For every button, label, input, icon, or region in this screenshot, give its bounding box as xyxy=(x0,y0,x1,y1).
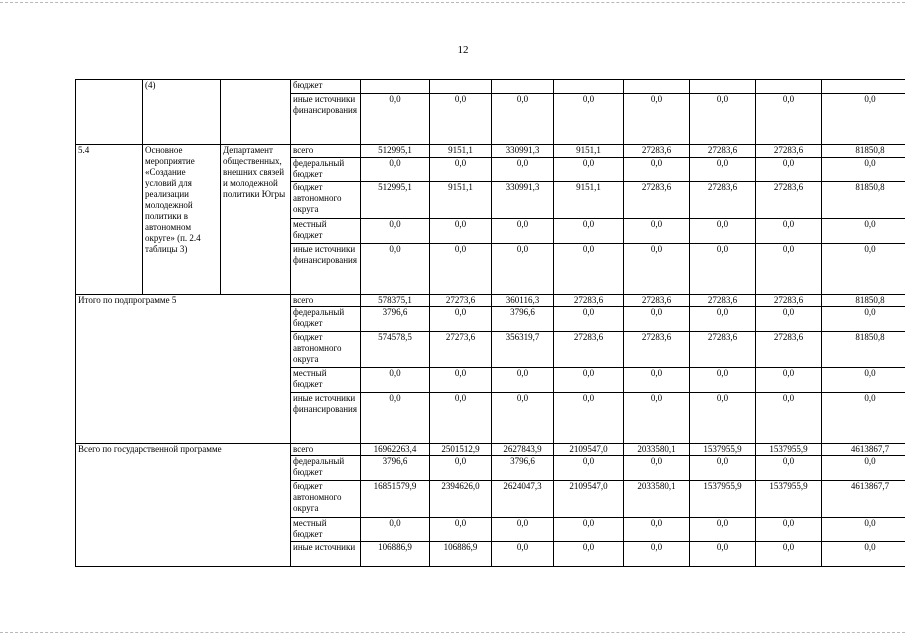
value-cell xyxy=(361,182,430,219)
cell-value: 0,0 xyxy=(454,517,467,528)
value-cell xyxy=(690,145,756,157)
cell-value: 2109547,0 xyxy=(569,480,608,491)
cell-value: 0,0 xyxy=(389,243,401,254)
cell-value: 0,0 xyxy=(650,307,663,318)
cell-value: 0,0 xyxy=(516,94,529,105)
cell-value: 0,0 xyxy=(582,368,595,379)
value-cell xyxy=(822,392,905,443)
cell-value: 0,0 xyxy=(716,94,729,105)
value-cell xyxy=(624,219,690,244)
cell-value: 2501512,9 xyxy=(441,444,480,455)
value-cell xyxy=(430,542,492,567)
cell-value: 0,0 xyxy=(716,219,729,230)
value-cell xyxy=(690,480,756,517)
cell-value: 0,0 xyxy=(650,542,663,553)
value-cell xyxy=(690,542,756,567)
cell-value: 27283,6 xyxy=(707,294,738,305)
cell-value: 0,0 xyxy=(650,517,663,528)
cell-value: 330991,3 xyxy=(505,145,540,156)
value-cell xyxy=(624,307,690,332)
value-cell xyxy=(624,368,690,393)
funding-source: всего xyxy=(291,444,361,456)
cell-value: 0,0 xyxy=(650,456,663,467)
cell-value: 0,0 xyxy=(389,94,401,105)
value-cell xyxy=(690,182,756,219)
cell-value: 0,0 xyxy=(782,307,795,318)
cell-value: 16962263,4 xyxy=(373,444,417,455)
funding-source: местный бюджет xyxy=(291,368,361,393)
cell-value: 81850,8 xyxy=(855,331,885,342)
cell-value: 27283,6 xyxy=(641,145,672,156)
responsible xyxy=(221,80,291,145)
cell-value: 4613867,7 xyxy=(850,444,890,455)
cell-value: 27283,6 xyxy=(707,145,738,156)
cell-value: 0,0 xyxy=(782,392,795,403)
funding-source: федеральный бюджет xyxy=(291,157,361,182)
cell-value: 0,0 xyxy=(650,219,663,230)
value-cell xyxy=(492,243,554,294)
value-cell xyxy=(554,94,624,145)
funding-source: иные источники финансирования xyxy=(291,94,361,145)
cell-value: 0,0 xyxy=(582,392,595,403)
cell-value: 2394626,0 xyxy=(441,480,480,491)
value-cell xyxy=(554,157,624,182)
value-cell xyxy=(690,456,756,481)
cell-value: 0,0 xyxy=(454,456,467,467)
cell-value: 0,0 xyxy=(582,456,595,467)
cell-value: 0,0 xyxy=(454,392,467,403)
value-cell xyxy=(822,80,905,94)
cell-value: 0,0 xyxy=(864,456,876,467)
value-cell xyxy=(822,480,905,517)
value-cell xyxy=(756,219,822,244)
value-cell xyxy=(756,145,822,157)
cell-value: 1537955,9 xyxy=(769,444,808,455)
value-cell xyxy=(756,331,822,368)
value-cell xyxy=(492,456,554,481)
funding-source: федеральный бюджет xyxy=(291,307,361,332)
value-cell xyxy=(492,219,554,244)
value-cell xyxy=(690,392,756,443)
scan-edge-top xyxy=(0,2,905,3)
cell-value: 27283,6 xyxy=(641,182,672,193)
cell-value: 0,0 xyxy=(716,542,729,553)
cell-value: 0,0 xyxy=(864,392,876,403)
cell-value: 356319,7 xyxy=(505,331,540,342)
value-cell xyxy=(690,517,756,542)
cell-value: 0,0 xyxy=(582,219,595,230)
cell-value: 0,0 xyxy=(516,392,529,403)
cell-value: 27283,6 xyxy=(707,331,738,342)
value-cell xyxy=(822,542,905,567)
value-cell xyxy=(361,294,430,306)
table-row xyxy=(76,145,905,157)
value-cell xyxy=(492,480,554,517)
value-cell xyxy=(430,331,492,368)
value-cell xyxy=(554,368,624,393)
value-cell xyxy=(430,480,492,517)
value-cell xyxy=(822,145,905,157)
value-cell xyxy=(430,294,492,306)
cell-value: 0,0 xyxy=(582,94,595,105)
value-cell xyxy=(430,94,492,145)
cell-value: 0,0 xyxy=(582,243,595,254)
cell-value: 0,0 xyxy=(782,368,795,379)
value-cell xyxy=(756,182,822,219)
cell-value: 0,0 xyxy=(454,243,467,254)
value-cell xyxy=(690,243,756,294)
value-cell xyxy=(492,145,554,157)
value-cell xyxy=(492,392,554,443)
funding-source: всего xyxy=(291,145,361,157)
cell-value: 0,0 xyxy=(716,456,729,467)
cell-value: 0,0 xyxy=(716,517,729,528)
cell-value: 0,0 xyxy=(782,94,795,105)
funding-source: бюджет автономного округа xyxy=(291,331,361,368)
value-cell xyxy=(690,444,756,456)
cell-value: 81850,8 xyxy=(855,294,885,305)
cell-value: 27283,6 xyxy=(641,294,672,305)
value-cell xyxy=(554,456,624,481)
table-row xyxy=(76,294,905,306)
value-cell xyxy=(554,392,624,443)
value-cell xyxy=(822,368,905,393)
value-cell xyxy=(554,307,624,332)
cell-value: 0,0 xyxy=(864,307,876,318)
value-cell xyxy=(361,219,430,244)
cell-value: 0,0 xyxy=(389,219,401,230)
value-cell xyxy=(756,480,822,517)
cell-value: 574578,5 xyxy=(378,331,412,342)
value-cell xyxy=(822,219,905,244)
value-cell xyxy=(624,542,690,567)
cell-value: 27283,6 xyxy=(773,145,804,156)
cell-value: 0,0 xyxy=(516,517,529,528)
value-cell xyxy=(554,542,624,567)
value-cell xyxy=(361,331,430,368)
value-cell xyxy=(690,307,756,332)
cell-value: 0,0 xyxy=(516,219,529,230)
cell-value: 0,0 xyxy=(782,157,795,168)
cell-value: 0,0 xyxy=(516,542,529,553)
cell-value: 27283,6 xyxy=(641,331,672,342)
cell-value: 0,0 xyxy=(650,157,663,168)
funding-source: местный бюджет xyxy=(291,219,361,244)
value-cell xyxy=(361,94,430,145)
value-cell xyxy=(690,368,756,393)
value-cell xyxy=(756,368,822,393)
cell-value: 0,0 xyxy=(864,542,876,553)
value-cell xyxy=(361,157,430,182)
cell-value: 4613867,7 xyxy=(850,480,890,491)
cell-value: 27273,6 xyxy=(445,294,476,305)
cell-value: 27283,6 xyxy=(773,294,804,305)
value-cell xyxy=(822,243,905,294)
value-cell xyxy=(554,243,624,294)
value-cell xyxy=(822,182,905,219)
cell-value: 0,0 xyxy=(716,392,729,403)
cell-value: 512995,1 xyxy=(378,145,412,156)
value-cell xyxy=(554,145,624,157)
value-cell xyxy=(430,307,492,332)
cell-value: 2109547,0 xyxy=(569,444,608,455)
cell-value: 27283,6 xyxy=(773,331,804,342)
value-cell xyxy=(492,542,554,567)
value-cell xyxy=(690,331,756,368)
value-cell xyxy=(361,542,430,567)
value-cell xyxy=(624,294,690,306)
responsible: Департамент общественных, внешних связей и молодежной политики Югры xyxy=(221,145,291,294)
cell-value: 2033580,1 xyxy=(637,480,676,491)
cell-value: 0,0 xyxy=(454,219,467,230)
value-cell xyxy=(430,456,492,481)
value-cell xyxy=(430,444,492,456)
cell-value: 0,0 xyxy=(782,219,795,230)
funding-source: иные источники финансирования xyxy=(291,243,361,294)
value-cell xyxy=(624,517,690,542)
value-cell xyxy=(690,294,756,306)
value-cell xyxy=(361,480,430,517)
cell-value: 0,0 xyxy=(864,157,876,168)
value-cell xyxy=(624,243,690,294)
value-cell xyxy=(361,368,430,393)
funding-source: федеральный бюджет xyxy=(291,456,361,481)
cell-value: 0,0 xyxy=(516,368,529,379)
value-cell xyxy=(822,157,905,182)
cell-value: 27273,6 xyxy=(445,331,476,342)
value-cell xyxy=(690,219,756,244)
value-cell xyxy=(756,517,822,542)
value-cell xyxy=(690,80,756,94)
value-cell xyxy=(690,94,756,145)
cell-value: 81850,8 xyxy=(855,182,885,193)
cell-value: 27283,6 xyxy=(573,331,604,342)
cell-value: 0,0 xyxy=(650,243,663,254)
value-cell xyxy=(361,243,430,294)
cell-value: 0,0 xyxy=(516,157,529,168)
scan-edge-bottom xyxy=(0,632,905,633)
cell-value: 0,0 xyxy=(864,517,876,528)
value-cell xyxy=(554,182,624,219)
value-cell xyxy=(822,444,905,456)
value-cell xyxy=(492,157,554,182)
funding-source: всего xyxy=(291,294,361,306)
activity-name: (4) xyxy=(143,80,221,145)
cell-value: 578375,1 xyxy=(378,294,412,305)
value-cell xyxy=(756,294,822,306)
cell-value: 0,0 xyxy=(650,368,663,379)
table-row xyxy=(76,80,905,94)
cell-value: 2624047,3 xyxy=(503,480,542,491)
funding-source: бюджет автономного округа xyxy=(291,480,361,517)
value-cell xyxy=(624,480,690,517)
value-cell xyxy=(492,182,554,219)
cell-value: 16851579,9 xyxy=(373,480,417,491)
value-cell xyxy=(430,392,492,443)
value-cell xyxy=(554,517,624,542)
cell-value: 0,0 xyxy=(454,94,467,105)
cell-value: 0,0 xyxy=(782,243,795,254)
cell-value: 0,0 xyxy=(650,94,663,105)
value-cell xyxy=(624,145,690,157)
value-cell xyxy=(430,80,492,94)
value-cell xyxy=(361,145,430,157)
cell-value: 0,0 xyxy=(864,368,876,379)
value-cell xyxy=(554,219,624,244)
cell-value: 0,0 xyxy=(582,542,595,553)
value-cell xyxy=(756,456,822,481)
value-cell xyxy=(624,456,690,481)
cell-value: 330991,3 xyxy=(505,182,540,193)
cell-value: 360116,3 xyxy=(505,294,540,305)
cell-value: 0,0 xyxy=(716,157,729,168)
row-number xyxy=(76,80,143,145)
cell-value: 0,0 xyxy=(389,392,401,403)
funding-source: иные источники финансирования xyxy=(291,392,361,443)
cell-value: 0,0 xyxy=(582,517,595,528)
value-cell xyxy=(624,444,690,456)
cell-value: 0,0 xyxy=(864,219,876,230)
value-cell xyxy=(492,444,554,456)
cell-value: 3796,6 xyxy=(510,456,535,467)
cell-value: 0,0 xyxy=(782,456,795,467)
subtotal-label: Итого по подпрограмме 5 xyxy=(76,294,291,443)
cell-value: 0,0 xyxy=(782,517,795,528)
funding-source: местный бюджет xyxy=(291,517,361,542)
value-cell xyxy=(430,182,492,219)
value-cell xyxy=(822,456,905,481)
budget-table xyxy=(75,79,905,567)
cell-value: 512995,1 xyxy=(378,182,412,193)
total-label: Всего по государственной программе xyxy=(76,444,291,567)
value-cell xyxy=(492,294,554,306)
value-cell xyxy=(756,392,822,443)
funding-source: бюджет автономного округа xyxy=(291,182,361,219)
value-cell xyxy=(554,444,624,456)
value-cell xyxy=(822,294,905,306)
value-cell xyxy=(822,517,905,542)
value-cell xyxy=(492,517,554,542)
value-cell xyxy=(690,157,756,182)
value-cell xyxy=(430,243,492,294)
value-cell xyxy=(822,94,905,145)
value-cell xyxy=(492,94,554,145)
cell-value: 27283,6 xyxy=(573,294,604,305)
cell-value: 106886,9 xyxy=(378,542,412,553)
value-cell xyxy=(361,444,430,456)
cell-value: 0,0 xyxy=(716,243,729,254)
cell-value: 2033580,1 xyxy=(637,444,676,455)
value-cell xyxy=(430,145,492,157)
cell-value: 0,0 xyxy=(716,307,729,318)
cell-value: 9151,1 xyxy=(576,145,601,156)
value-cell xyxy=(624,157,690,182)
value-cell xyxy=(554,480,624,517)
cell-value: 1537955,9 xyxy=(703,480,742,491)
value-cell xyxy=(492,307,554,332)
cell-value: 1537955,9 xyxy=(769,480,808,491)
funding-source: бюджет xyxy=(291,80,361,94)
value-cell xyxy=(756,542,822,567)
cell-value: 0,0 xyxy=(389,368,401,379)
value-cell xyxy=(430,368,492,393)
value-cell xyxy=(361,392,430,443)
cell-value: 27283,6 xyxy=(773,182,804,193)
value-cell xyxy=(430,219,492,244)
cell-value: 0,0 xyxy=(389,157,401,168)
cell-value: 3796,6 xyxy=(382,307,408,318)
value-cell xyxy=(624,80,690,94)
cell-value: 3796,6 xyxy=(382,456,408,467)
value-cell xyxy=(492,368,554,393)
value-cell xyxy=(492,331,554,368)
cell-value: 0,0 xyxy=(454,157,467,168)
value-cell xyxy=(430,157,492,182)
value-cell xyxy=(554,80,624,94)
cell-value: 106886,9 xyxy=(443,542,478,553)
value-cell xyxy=(624,94,690,145)
value-cell xyxy=(756,444,822,456)
value-cell xyxy=(756,243,822,294)
page-number: 12 xyxy=(457,44,469,56)
cell-value: 9151,1 xyxy=(448,182,473,193)
value-cell xyxy=(430,517,492,542)
row-number: 5.4 xyxy=(76,145,143,294)
cell-value: 0,0 xyxy=(516,243,529,254)
value-cell xyxy=(822,307,905,332)
value-cell xyxy=(624,182,690,219)
cell-value: 1537955,9 xyxy=(703,444,742,455)
value-cell xyxy=(756,157,822,182)
value-cell xyxy=(756,80,822,94)
value-cell xyxy=(624,392,690,443)
value-cell xyxy=(756,307,822,332)
value-cell xyxy=(361,517,430,542)
cell-value: 3796,6 xyxy=(510,307,535,318)
value-cell xyxy=(756,94,822,145)
cell-value: 9151,1 xyxy=(576,182,601,193)
value-cell xyxy=(822,331,905,368)
cell-value: 9151,1 xyxy=(448,145,473,156)
cell-value: 2627843,9 xyxy=(503,444,542,455)
value-cell xyxy=(361,307,430,332)
cell-value: 0,0 xyxy=(782,542,795,553)
cell-value: 0,0 xyxy=(582,307,595,318)
funding-source: иные источники xyxy=(291,542,361,567)
cell-value: 0,0 xyxy=(864,94,876,105)
cell-value: 0,0 xyxy=(389,517,401,528)
table-row xyxy=(76,444,905,456)
value-cell xyxy=(361,80,430,94)
cell-value: 0,0 xyxy=(454,368,467,379)
value-cell xyxy=(554,331,624,368)
value-cell xyxy=(361,456,430,481)
cell-value: 0,0 xyxy=(582,157,595,168)
activity-name: Основное мероприятие «Создание условий для реализации молодежной политики в автономном округе» (п. 2.4 таблицы 3) xyxy=(143,145,221,294)
cell-value: 0,0 xyxy=(650,392,663,403)
cell-value: 0,0 xyxy=(864,243,876,254)
cell-value: 81850,8 xyxy=(855,145,885,156)
value-cell xyxy=(492,80,554,94)
value-cell xyxy=(554,294,624,306)
value-cell xyxy=(624,331,690,368)
cell-value: 0,0 xyxy=(716,368,729,379)
cell-value: 27283,6 xyxy=(707,182,738,193)
cell-value: 0,0 xyxy=(454,307,467,318)
